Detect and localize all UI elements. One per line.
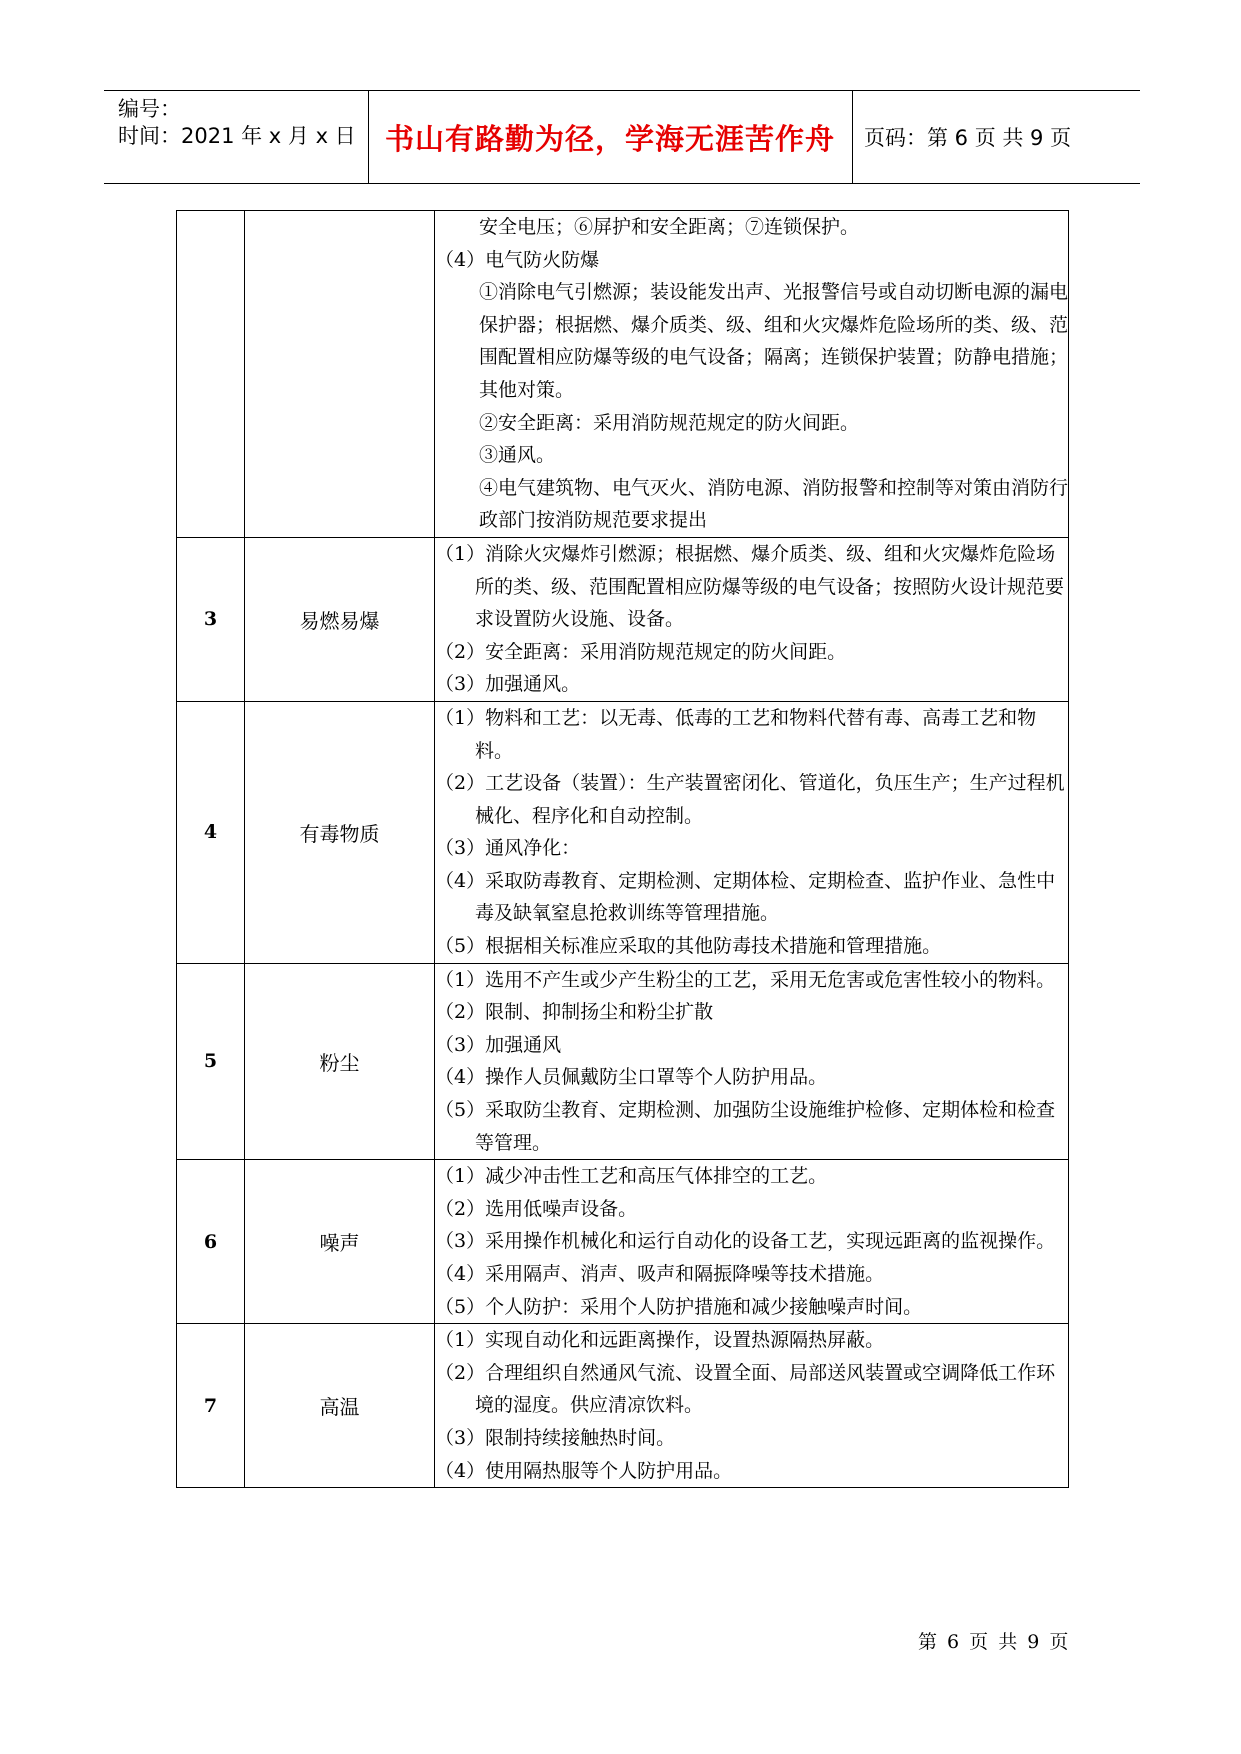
row-number: 7 — [177, 1324, 245, 1488]
measure-item: （4）采取防毒教育、定期检测、定期体检、定期检查、监护作业、急性中毒及缺氧窒息抢救训练等管理措施。 — [435, 869, 1056, 925]
measure-item: （2）合理组织自然通风气流、设置全面、局部送风装置或空调降低工作环境的湿度。供应清凉饮料。 — [435, 1361, 1056, 1417]
document-time-label: 时间：2021 年 x 月 x 日 — [118, 124, 356, 148]
row-number: 6 — [177, 1160, 245, 1324]
measure-item: （1）消除火灾爆炸引燃源；根据燃、爆介质类、级、组和火灾爆炸危险场所的类、级、范围配置相应防爆等级的电气设备；按照防火设计规范要求设置防火设施、设备。 — [435, 542, 1065, 631]
measure-item: （4）采用隔声、消声、吸声和隔振降噪等技术措施。 — [435, 1263, 885, 1285]
row-number — [177, 211, 245, 538]
measure-item: （2）安全距离：采用消防规范规定的防火间距。 — [435, 640, 847, 663]
hazard-name: 有毒物质 — [245, 701, 435, 963]
measures-table — [176, 210, 1069, 1488]
row-number: 5 — [177, 963, 245, 1160]
header-meta — [104, 91, 369, 183]
header-motto-cell — [368, 91, 853, 183]
measure-item: （5）个人防护：采用个人防护措施和减少接触噪声时间。 — [435, 1295, 923, 1318]
measures-cell — [435, 963, 1069, 1160]
table-row — [177, 537, 1069, 701]
measure-item: （1）选用不产生或少产生粉尘的工艺，采用无危害或危害性较小的物料。 — [435, 968, 1056, 991]
measure-item: （1）物料和工艺：以无毒、低毒的工艺和物料代替有毒、高毒工艺和物料。 — [435, 706, 1037, 762]
measure-item: （4）操作人员佩戴防尘口罩等个人防护用品。 — [435, 1066, 828, 1089]
header-page-info: 页码：第 6 页 共 9 页 — [864, 126, 1072, 150]
page-header — [104, 90, 1140, 184]
measure-item: （3）通风净化： — [435, 837, 581, 860]
table-row — [177, 211, 1069, 538]
measure-item: （2）工艺设备（装置）：生产装置密闭化、管道化，负压生产；生产过程机械化、程序化和自动控制。 — [435, 772, 1065, 827]
measure-line: ②安全距离：采用消防规范规定的防火间距。 — [479, 411, 860, 434]
measure-line: ④电气建筑物、电气灭火、消防电源、消防报警和控制等对策由消防行政部门按消防规范要求提出 — [479, 476, 1069, 532]
hazard-name: 易燃易爆 — [245, 537, 435, 701]
document-number-label: 编号： — [118, 97, 181, 121]
header-page-cell — [852, 91, 1140, 183]
row-number: 3 — [177, 537, 245, 701]
table-row — [177, 701, 1069, 963]
measure-item: （3）限制持续接触热时间。 — [435, 1426, 676, 1449]
hazard-name — [245, 211, 435, 538]
table-row — [177, 1160, 1069, 1324]
measure-item: （3）加强通风。 — [435, 673, 581, 696]
measures-cell — [435, 537, 1069, 701]
measure-item: （5）根据相关标准应采取的其他防毒技术措施和管理措施。 — [435, 935, 942, 958]
measures-cell — [435, 701, 1069, 963]
measures-cell — [435, 211, 1069, 538]
measure-line: ①消除电气引燃源；装设能发出声、光报警信号或自动切断电源的漏电保护器；根据燃、爆介质类、级、组和火灾爆炸危险场所的类、级、范围配置相应防爆等级的电气设备；隔离；连锁保护装置；防静电措施；其他对策。 — [479, 281, 1069, 401]
table-row — [177, 1324, 1069, 1488]
measure-item: （5）采取防尘教育、定期检测、加强防尘设施维护检修、定期体检和检查等管理。 — [435, 1099, 1056, 1154]
measure-item: （2）限制、抑制扬尘和粉尘扩散 — [435, 1001, 714, 1024]
measures-cell — [435, 1160, 1069, 1324]
measure-item: （2）选用低噪声设备。 — [435, 1197, 638, 1220]
measure-line: ③通风。 — [479, 444, 556, 467]
hazard-name: 粉尘 — [245, 963, 435, 1160]
hazard-name: 高温 — [245, 1324, 435, 1488]
measure-line: 安全电压；⑥屏护和安全距离；⑦连锁保护。 — [479, 216, 860, 238]
measures-cell — [435, 1324, 1069, 1488]
hazard-name: 噪声 — [245, 1160, 435, 1324]
measure-item: （3）加强通风 — [435, 1033, 562, 1056]
measure-item: （1）减少冲击性工艺和高压气体排空的工艺。 — [435, 1165, 828, 1188]
measure-line: （4）电气防火防爆 — [435, 248, 600, 271]
measure-item: （4）使用隔热服等个人防护用品。 — [435, 1459, 733, 1482]
measure-item: （3）采用操作机械化和运行自动化的设备工艺，实现远距离的监视操作。 — [435, 1230, 1056, 1253]
row-number: 4 — [177, 701, 245, 963]
table-row — [177, 963, 1069, 1160]
header-motto: 书山有路勤为径，学海无涯苦作舟 — [384, 122, 835, 156]
page-footer: 第 6 页 共 9 页 — [918, 1631, 1071, 1653]
measure-item: （1）实现自动化和远距离操作，设置热源隔热屏蔽。 — [435, 1329, 885, 1352]
